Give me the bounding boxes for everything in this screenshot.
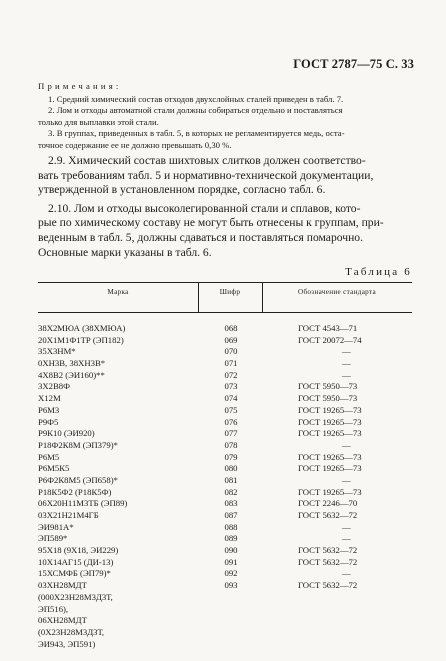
cell-grade: Р6М5К5 (38, 463, 70, 474)
cell-standard: — (342, 439, 351, 450)
table-row (38, 393, 412, 405)
table-row (38, 381, 412, 393)
table-top-rule (38, 282, 412, 283)
cell-grade: Р6Ф2К8М5 (ЭП658)* (38, 474, 118, 485)
note-line: точное содержание ее не должно превышать 0,30 %. (38, 139, 232, 150)
table-row (38, 370, 412, 382)
table-row (38, 335, 412, 347)
cell-grade: 38Х2МЮА (38ХМЮА) (38, 323, 126, 333)
cell-code: 074 (224, 393, 238, 404)
cell-standard: ГОСТ 19265—73 (298, 416, 362, 427)
table-row (38, 639, 412, 651)
body-text (38, 154, 413, 260)
cell-code: 090 (224, 545, 238, 556)
cell-code: 069 (224, 334, 238, 345)
table-row (38, 428, 412, 440)
cell-code: 070 (224, 346, 238, 357)
table-row (38, 615, 412, 627)
table-row (38, 510, 412, 522)
cell-code: 077 (224, 428, 238, 439)
table-row (38, 487, 412, 499)
table-row (38, 405, 412, 417)
note-line: 1. Средний химический состав отходов двухслойных сталей приведен в табл. 7. (48, 93, 344, 104)
cell-grade: Р6М5 (38, 451, 60, 462)
cell-standard: ГОСТ 5632—72 (298, 545, 358, 556)
table-row (38, 557, 412, 569)
cell-code: 071 (224, 358, 238, 369)
table-col-divider (198, 282, 199, 312)
cell-standard: — (342, 533, 351, 544)
note-line: 2. Лом и отходы автоматной стали должны собираться отдельно и поставляться (48, 105, 343, 116)
cell-grade: ЭИ943, ЭП591) (38, 638, 96, 649)
cell-standard: — (342, 346, 351, 357)
cell-grade: (000Х23Н28М3Д3Т, (38, 591, 113, 602)
cell-standard: — (342, 521, 351, 532)
notes-title: Примечания: (38, 81, 122, 91)
cell-standard: ГОСТ 5632—72 (298, 556, 358, 567)
cell-code: 082 (224, 486, 238, 497)
table-row (38, 533, 412, 545)
cell-standard: ГОСТ 4543—71 (298, 323, 358, 333)
paragraph-2-9 (38, 154, 413, 198)
cell-code: 068 (224, 323, 238, 333)
cell-code: 088 (224, 521, 238, 532)
cell-code: 092 (224, 568, 238, 579)
cell-standard: ГОСТ 19265—73 (298, 486, 362, 497)
cell-grade: 03ХН28МДТ (38, 580, 87, 591)
cell-standard: ГОСТ 19265—73 (298, 463, 362, 474)
cell-code: 083 (224, 498, 238, 509)
cell-standard: ГОСТ 5632—72 (298, 510, 358, 520)
table-row (38, 452, 412, 464)
table-caption: Таблица 6 (345, 266, 412, 278)
cell-grade: Р9Ф5 (38, 416, 59, 427)
table-row (38, 498, 412, 510)
cell-code: 073 (224, 381, 238, 392)
table-row (38, 592, 412, 604)
table-row (38, 463, 412, 475)
cell-code: 079 (224, 451, 238, 462)
cell-standard: ГОСТ 20072—74 (298, 334, 362, 345)
cell-standard: ГОСТ 19265—73 (298, 404, 362, 415)
column-header-standard: Обозначение стандарта (297, 288, 377, 296)
cell-standard: ГОСТ 2246—70 (298, 498, 358, 509)
cell-standard: ГОСТ 5950—73 (298, 393, 358, 404)
cell-grade: 20Х1М1Ф1ТР (ЭП182) (38, 334, 124, 345)
cell-standard: ГОСТ 19265—73 (298, 451, 362, 462)
column-header-grade: Марка (107, 288, 129, 296)
cell-grade: ЭП589* (38, 533, 68, 544)
cell-grade: ЭП516), (38, 603, 69, 614)
notes-block (38, 81, 413, 152)
cell-code: 081 (224, 474, 238, 485)
cell-code: 091 (224, 556, 238, 567)
table-header-rule (38, 312, 412, 313)
cell-grade: Р6М3 (38, 404, 60, 415)
table-row (38, 522, 412, 534)
cell-grade: 35Х3НМ* (38, 346, 76, 357)
cell-code: 075 (224, 404, 238, 415)
table-row (38, 346, 412, 358)
cell-grade: 10Х14АГ15 (ДИ-13) (38, 556, 114, 567)
paragraph-line: 2.10. Лом и отходы высоколегированной стали и сплавов, кото- (48, 201, 361, 215)
cell-code: 078 (224, 439, 238, 450)
cell-grade: Р9К10 (ЭИ920) (38, 428, 95, 439)
table-row (38, 417, 412, 429)
paragraph-line: 2.9. Химический состав шихтовых слитков должен соответство- (48, 154, 366, 167)
cell-grade: 03Х21Н21М4ГБ (38, 510, 99, 520)
cell-grade: 15ХСМФБ (ЭП79)* (38, 568, 111, 579)
cell-grade: Х12М (38, 393, 61, 404)
cell-grade: 06Х20Н11М3ТБ (ЭП89) (38, 498, 128, 509)
paragraph-line: Основные марки указаны в табл. 6. (38, 245, 212, 259)
cell-standard: — (342, 358, 351, 369)
cell-code: 087 (224, 510, 238, 520)
cell-code: 080 (224, 463, 238, 474)
cell-grade: Р18Ф2К8М (ЭП379)* (38, 439, 118, 450)
cell-grade: 95Х18 (9Х18, ЭИ229) (38, 545, 119, 556)
paragraph-2-10 (38, 202, 413, 260)
paragraph-line: рые по химическому составу не могут быть отнесены к группам, при- (38, 216, 384, 230)
table-row (38, 580, 412, 592)
cell-standard: ГОСТ 5950—73 (298, 381, 358, 392)
cell-grade: 0ХН3В, 38ХН3В* (38, 358, 106, 369)
paragraph-line: веденным в табл. 5, должны сдаваться и поставляться помарочно. (38, 230, 363, 244)
cell-grade: 3Х2В8Ф (38, 381, 70, 392)
paragraph-line: вать требованиям табл. 5 и нормативно-технической документации, (38, 168, 374, 182)
cell-grade: (0Х23Н28М3Д3Т, (38, 626, 105, 637)
paragraph-line: утвержденной в установленном порядке, согласно табл. 6. (38, 183, 326, 197)
cell-grade: ЭИ981А* (38, 521, 74, 532)
note-line: 3. В группах, приведенных в табл. 5, в которых не регламентируется медь, оста- (48, 128, 345, 139)
cell-code: 093 (224, 580, 238, 591)
cell-code: 072 (224, 369, 238, 380)
table-row (38, 545, 412, 557)
cell-standard: ГОСТ 5632—72 (298, 580, 358, 591)
cell-standard: — (342, 568, 351, 579)
cell-standard: ГОСТ 19265—73 (298, 428, 362, 439)
table-col-divider (262, 282, 263, 312)
table-row (38, 323, 412, 335)
table-row (38, 475, 412, 487)
cell-grade: 4Х8В2 (ЭИ160)** (38, 369, 105, 380)
cell-standard: — (342, 369, 351, 380)
table-row (38, 568, 412, 580)
note-line: только для выплавки этой стали. (38, 116, 159, 127)
cell-standard: — (342, 474, 351, 485)
cell-grade: Р18К5Ф2 (Р18К5Ф) (38, 486, 112, 497)
table-row (38, 440, 412, 452)
column-header-code: Шифр (219, 288, 241, 296)
table-row (38, 358, 412, 370)
cell-code: 076 (224, 416, 238, 427)
page-header: ГОСТ 2787—75 С. 33 (293, 57, 414, 71)
cell-grade: 06ХН28МДТ (38, 615, 87, 626)
table-row (38, 604, 412, 616)
table-body (38, 323, 412, 650)
table-row (38, 627, 412, 639)
cell-code: 089 (224, 533, 238, 544)
